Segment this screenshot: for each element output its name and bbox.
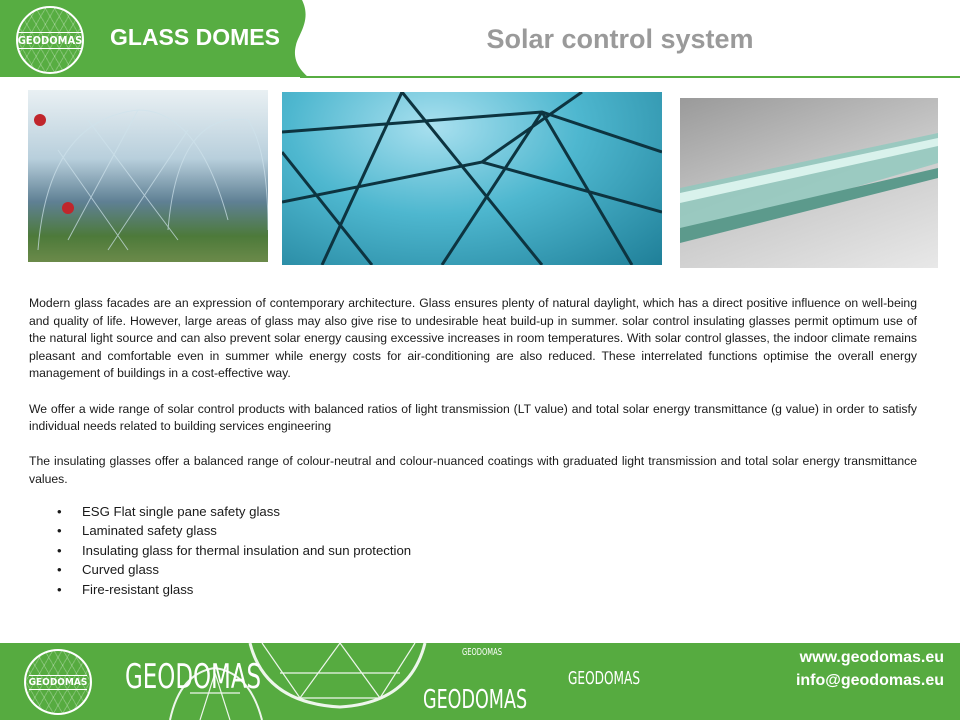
watermark-logo: GEODOMAS (568, 668, 641, 689)
geodomas-logo: GEODOMAS (16, 6, 84, 74)
brand-title: GLASS DOMES (110, 24, 280, 50)
page-title: Solar control system (486, 24, 754, 54)
header (0, 0, 960, 78)
watermark-logo: GEODOMAS (125, 657, 262, 697)
geodomas-footer-logo: GEODOMAS (24, 649, 92, 715)
list-item: • ESG Flat single pane safety glass (57, 504, 280, 519)
glass-dome-interior-photo (282, 92, 662, 265)
paragraph-products: We offer a wide range of solar control products with balanced ratios of light transmission (LT value) and total solar energy transmittance (g value) in order to satisfy individual needs related to building services engineering (29, 401, 917, 434)
body-text (29, 295, 917, 506)
glass-dome-building-photo (28, 90, 268, 262)
list-item: • Fire-resistant glass (57, 581, 194, 597)
footer (0, 643, 960, 720)
list-item: • Insulating glass for thermal insulation and sun protection (57, 542, 412, 558)
glass-pane-photo (680, 98, 938, 268)
list-item: • Laminated safety glass (57, 523, 217, 539)
product-list (57, 502, 411, 599)
paragraph-intro: Modern glass facades are an expression of contemporary architecture. Glass ensures plenty of natural daylight, which has a direct positive influence on well-being and quality of life. However, large areas of glass may also give rise to undesirable heat build-up in summer. solar control insulating glasses permit optimum use of the natural light source and can also prevent solar energy causing excessive increases in room temperatures. With solar control glasses, the indoor climate remains pleasant and comfortable even in summer while energy costs for air-conditioning are also reduced. These interrelated functions optimise the overall energy management of buildings in a cost-effective way. (29, 296, 917, 381)
paragraph-coatings: The insulating glasses offer a balanced range of colour-neutral and colour-nuanced coatings with graduated light transmission and total solar energy transmittance values. (29, 454, 917, 486)
website-link[interactable]: www.geodomas.eu (799, 649, 944, 666)
list-item: • Curved glass (57, 562, 159, 578)
email-link[interactable]: info@geodomas.eu (795, 672, 944, 689)
watermark-logo: GEODOMAS (423, 685, 528, 715)
watermark-logo: GEODOMAS (462, 647, 503, 658)
